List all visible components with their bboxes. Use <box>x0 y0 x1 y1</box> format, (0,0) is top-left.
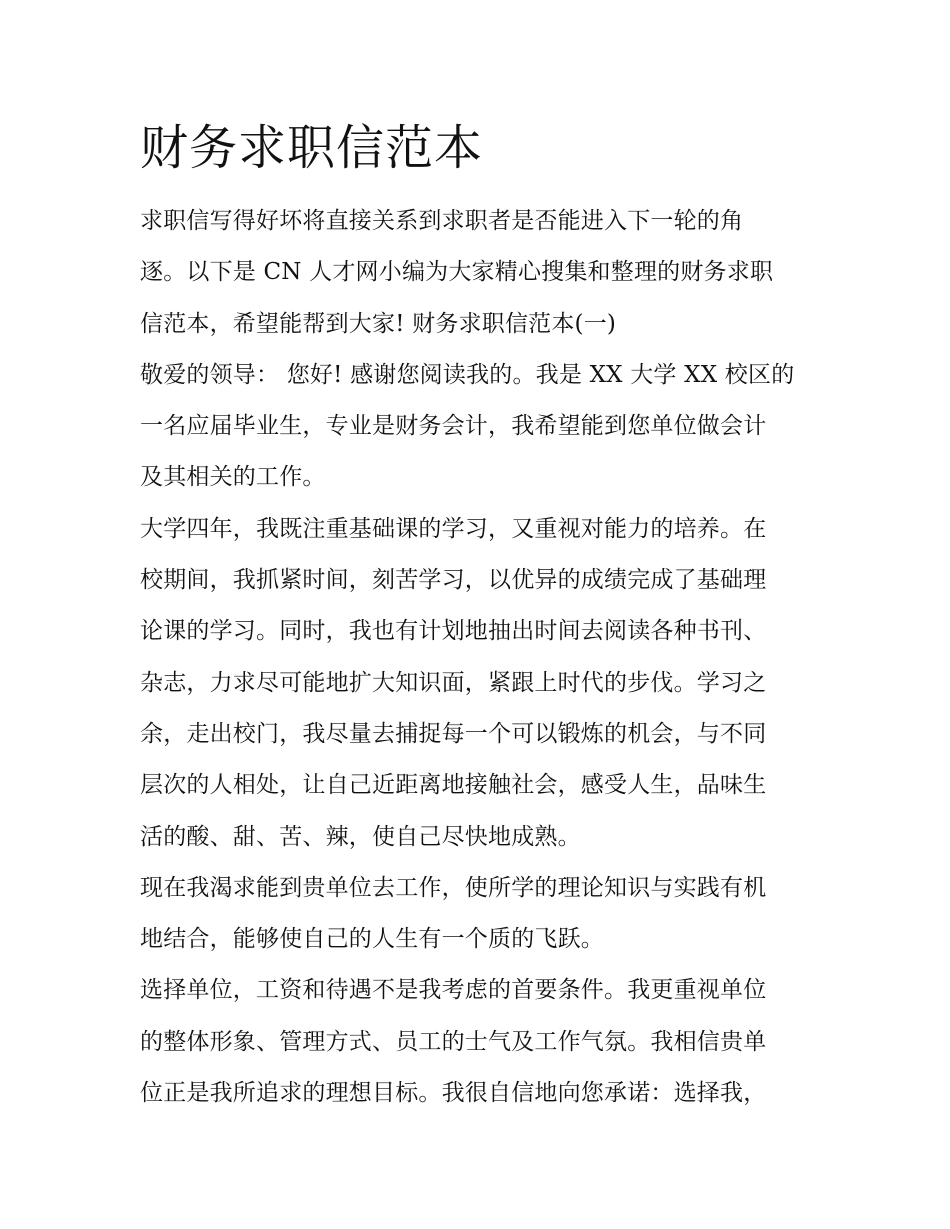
paragraph-line: 杂志，力求尽可能地扩大知识面，紧跟上时代的步伐。学习之 <box>140 669 767 696</box>
paragraph-line: 选择单位，工资和待遇不是我考虑的首要条件。我更重视单位 <box>140 977 767 1004</box>
paragraph-line: 论课的学习。同时，我也有计划地抽出时间去阅读各种书刊、 <box>140 618 767 645</box>
paragraph-aspiration <box>140 863 820 966</box>
paragraph-line: 位正是我所追求的理想目标。我很自信地向您承诺：选择我， <box>140 1080 767 1107</box>
paragraph-university <box>140 504 820 863</box>
paragraph-line: 逐。以下是 CN 人才网小编为大家精心搜集和整理的财务求职 <box>140 259 774 286</box>
paragraph-line: 的整体形象、管理方式、员工的士气及工作气氛。我相信贵单 <box>140 1028 767 1055</box>
page-title: 财务求职信范本 <box>140 120 484 176</box>
paragraph-line: 层次的人相处，让自己近距离地接触社会，感受人生，品味生 <box>140 772 767 799</box>
paragraph-greeting <box>140 350 820 504</box>
paragraph-intro <box>140 196 820 350</box>
document-body <box>140 112 820 1119</box>
paragraph-line: 一名应届毕业生，专业是财务会计，我希望能到您单位做会计 <box>140 413 767 440</box>
paragraph-line: 求职信写得好坏将直接关系到求职者是否能进入下一轮的角 <box>140 208 744 234</box>
paragraph-line: 余，走出校门，我尽量去捕捉每一个可以锻炼的机会，与不同 <box>140 720 767 747</box>
paragraph-line: 活的酸、甜、苦、辣，使自己尽快地成熟。 <box>140 823 581 850</box>
paragraph-line: 及其相关的工作。 <box>140 464 326 491</box>
paragraph-line: 校期间，我抓紧时间，刻苦学习，以优异的成绩完成了基础理 <box>140 567 767 594</box>
paragraph-line: 现在我渴求能到贵单位去工作，使所学的理论知识与实践有机 <box>140 874 767 901</box>
paragraph-line: 大学四年，我既注重基础课的学习，又重视对能力的培养。在 <box>140 515 767 542</box>
paragraph-choice <box>140 965 820 1119</box>
paragraph-line: 信范本，希望能帮到大家! 财务求职信范本(一) <box>140 310 617 337</box>
paragraph-line: 敬爱的领导： 您好! 感谢您阅读我的。我是 XX 大学 XX 校区的 <box>140 361 795 388</box>
paragraph-line: 地结合，能够使自己的人生有一个质的飞跃。 <box>140 926 604 953</box>
